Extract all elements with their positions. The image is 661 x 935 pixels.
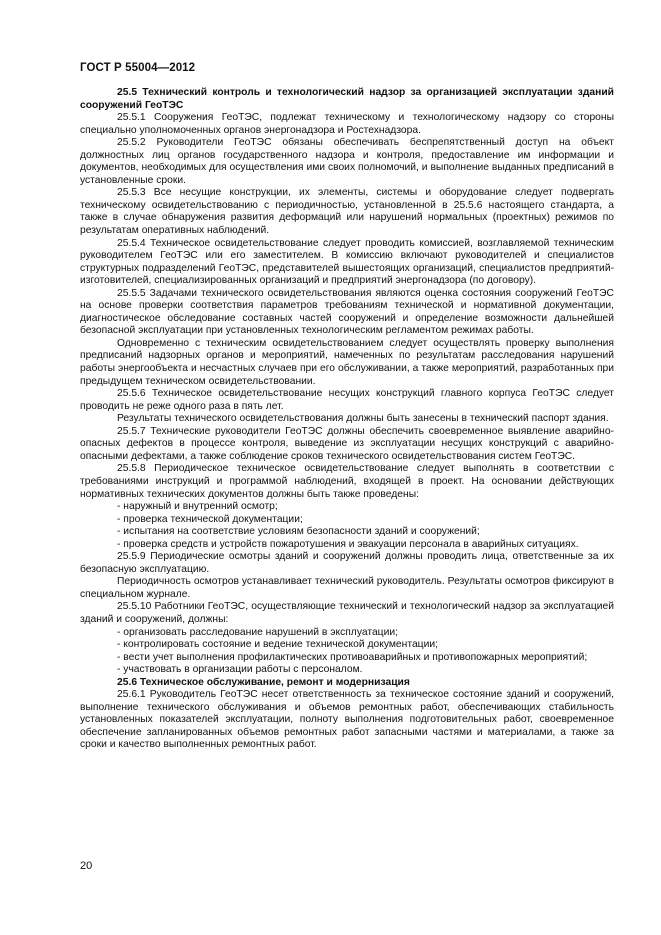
paragraph: 25.5.3 Все несущие конструкции, их элементы, системы и оборудование следует подвергать техническому освидетельствованию с периодичностью, установленной в 25.5.6 настоящего стандарта, а также в случае обнаружения развития деформаций или нарушений нормальных (проектных) режимов по результатам оперативных наблюдений. [80,187,614,237]
paragraph: 25.6.1 Руководитель ГеоТЭС несет ответственность за техническое состояние зданий и сооружений, выполнение технического обслуживания и объемов ремонтных работ, обеспечивающих стабильность установленных показателей эксплуатации, полноту выполнения подготовительных работ, своевременное обеспечение запланированных объемов ремонтных работ запасными частями и материалами, а также за сроки и качество выполненных ремонтных работ. [80,689,614,751]
paragraph: 25.5.8 Периодическое техническое освидетельствование следует выполнять в соответствии с требованиями инструкций и программой наблюдений, входящей в проект. На основании действующих нормативных технических документов должны быть также проведены: [80,463,614,500]
paragraph: 25.5.4 Техническое освидетельствование следует проводить комиссией, возглавляемой техническим руководителем ГеоТЭС или его заместителем. В комиссию включают руководителей и специалистов структурных подразделений ГеоТЭС, представителей вышестоящих организаций, специалистов предприятий-изготовителей, специализированных организаций и предприятий энергонадзора (по договору). [80,237,614,287]
list-item: - вести учет выполнения профилактических противоаварийных и противопожарных мероприятий; [117,651,588,663]
paragraph: 25.5.6 Техническое освидетельствование несущих конструкций главного корпуса ГеоТЭС следует проводить не реже одного раза в пять лет. [80,388,614,412]
document-header: ГОСТ Р 55004—2012 [80,62,196,74]
list-item: - организовать расследование нарушений в эксплуатации; [117,626,398,638]
paragraph: 25.5.1 Сооружения ГеоТЭС, подлежат техническому и технологическому надзору со стороны специально уполномоченных органов энергонадзора и Ростехнадзора. [80,112,614,136]
section-heading: 25.6 Техническое обслуживание, ремонт и модернизация [117,676,410,688]
paragraph: 25.5.9 Периодические осмотры зданий и сооружений должны проводить лица, ответственные за их безопасную эксплуатацию. [80,551,614,575]
list-item: - участвовать в организации работы с персоналом. [117,664,363,676]
paragraph: 25.5.7 Технические руководители ГеоТЭС должны обеспечить своевременное выявление аварийно-опасных дефектов в процессе контроля, выведение из эксплуатации несущих конструкций с аварийно-опасными дефектами, а также соблюдение сроков технического освидетельствования систем ГеоТЭС. [80,425,614,462]
list-item: - контролировать состояние и ведение технической документации; [117,639,438,651]
paragraph: 25.5.5 Задачами технического освидетельствования являются оценка состояния сооружений ГеоТЭС на основе проверки соответствия параметров требованиям технической и нормативной документации, диагностическое обследование составных частей сооружений и определение возможности дальнейшей безопасной эксплуатации при установленных технологическим регламентом режимах работы. [80,287,614,337]
document-body [80,87,614,752]
list-item: - испытания на соответствие условиям безопасности зданий и сооружений; [117,526,480,538]
list-item: - проверка средств и устройств пожаротушения и эвакуации персонала в аварийных ситуациях. [117,538,579,550]
paragraph: Периодичность осмотров устанавливает технический руководитель. Результаты осмотров фиксируют в специальном журнале. [80,576,614,600]
section-heading: 25.5 Технический контроль и технологический надзор за организацией эксплуатации зданий сооружений ГеоТЭС [80,87,614,111]
paragraph: 25.5.2 Руководители ГеоТЭС обязаны обеспечивать беспрепятственный доступ на объект должностных лиц органов государственного надзора и контроля, предоставление им информации и документов, необходимых для осуществления ими своих полномочий, и выполнение выданных предписаний в установленные сроки. [80,137,614,186]
list-item: - наружный и внутренний осмотр; [117,501,278,513]
paragraph: Одновременно с техническим освидетельствованием следует осуществлять проверку выполнения предписаний надзорных органов и мероприятий, намеченных по результатам расследования нарушений работы энергообъекта и несчастных случаев при его обслуживании, а также мероприятий, разработанных при предыдущем техническом освидетельствовании. [80,337,614,387]
list-item: - проверка технической документации; [117,513,303,525]
paragraph: Результаты технического освидетельствования должны быть занесены в технический паспорт здания. [117,413,609,425]
paragraph: 25.5.10 Работники ГеоТЭС, осуществляющие технический и технологический надзор за эксплуатацией зданий и сооружений, должны: [80,601,614,625]
page-number: 20 [80,860,93,872]
